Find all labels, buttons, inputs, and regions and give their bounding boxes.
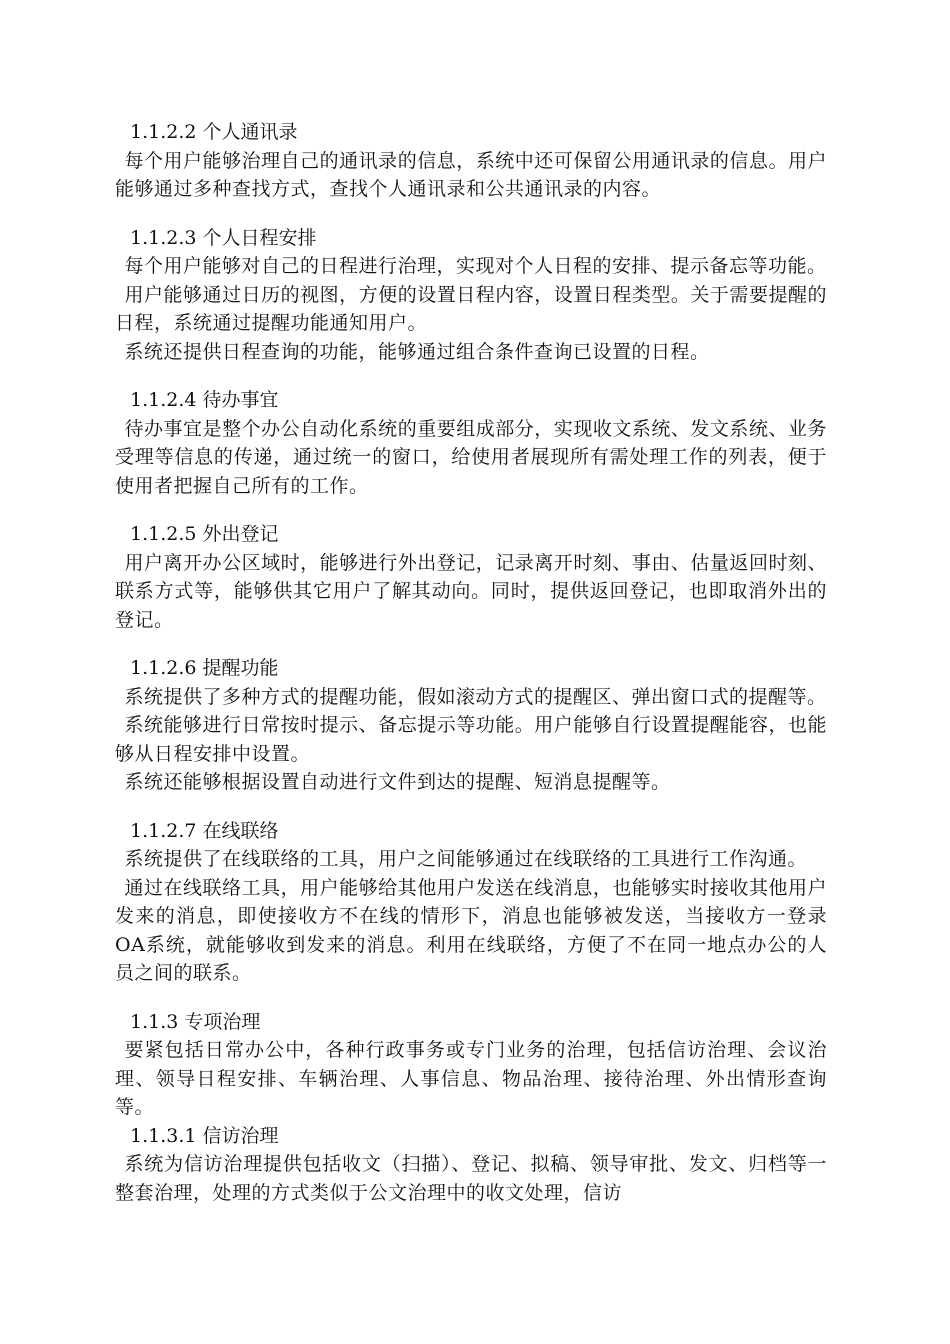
paragraph: 系统还提供日程查询的功能，能够通过组合条件查询已设置的日程。 — [124, 340, 710, 363]
section-heading: 1.1.2.7 在线联络 — [130, 819, 279, 842]
section-heading: 1.1.2.2 个人通讯录 — [130, 121, 298, 143]
section-personal-address-book — [115, 118, 827, 204]
section-personal-schedule — [115, 224, 827, 367]
paragraph: 系统为信访治理提供包括收文（扫描）、登记、拟稿、领导审批、发文、归档等一整套治理，处理的方式类似于公文治理中的收文处理，信访 — [115, 1153, 827, 1204]
section-heading: 1.1.2.6 提醒功能 — [130, 657, 279, 679]
section-heading: 1.1.2.5 外出登记 — [130, 523, 279, 545]
document-body — [115, 118, 827, 1207]
paragraph: 系统还能够根据设置自动进行文件到达的提醒、短消息提醒等。 — [124, 771, 671, 793]
section-heading: 1.1.2.3 个人日程安排 — [130, 226, 317, 249]
section-reminder-function — [115, 654, 827, 797]
paragraph: 每个用户能够对自己的日程进行治理，实现对个人日程的安排、提示备忘等功能。 — [124, 255, 827, 277]
section-todo-items — [115, 386, 827, 500]
paragraph: 每个用户能够治理自己的通讯录的信息，系统中还可保留公用通讯录的信息。用户能够通过多种查找方式，查找个人通讯录和公共通讯录的内容。 — [115, 149, 827, 200]
section-outing-registration — [115, 520, 827, 634]
paragraph: 要紧包括日常办公中，各种行政事务或专门业务的治理，包括信访治理、会议治理、领导日程安排、车辆治理、人事信息、物品治理、接待治理、外出情形查询等。 — [115, 1039, 827, 1118]
section-special-management — [115, 1008, 827, 1122]
paragraph: 用户能够通过日历的视图，方便的设置日程内容，设置日程类型。关于需要提醒的日程，系统通过提醒功能通知用户。 — [115, 283, 827, 334]
paragraph: 系统能够进行日常按时提示、备忘提示等功能。用户能够自行设置提醒能容，也能够从日程安排中设置。 — [115, 714, 827, 765]
section-heading: 1.1.2.4 待办事宜 — [130, 389, 279, 411]
paragraph: 待办事宜是整个办公自动化系统的重要组成部分，实现收文系统、发文系统、业务受理等信息的传递，通过统一的窗口，给使用者展现所有需处理工作的列表，便于使用者把握自己所有的工作。 — [115, 417, 827, 497]
paragraph: 通过在线联络工具，用户能够给其他用户发送在线消息，也能够实时接收其他用户发来的消息，即使接收方不在线的情形下，消息也能够被发送，当接收方一登录OA系统，就能够收到发来的消息。利用在线联络，方便了不在同一地点办公的人员之间的联系。 — [115, 876, 827, 984]
section-heading: 1.1.3 专项治理 — [130, 1010, 261, 1033]
section-heading: 1.1.3.1 信访治理 — [130, 1124, 279, 1147]
section-petition-management — [115, 1122, 827, 1208]
paragraph: 用户离开办公区域时，能够进行外出登记，记录离开时刻、事由、估量返回时刻、联系方式等，能够供其它用户了解其动向。同时，提供返回登记，也即取消外出的登记。 — [115, 551, 827, 631]
paragraph: 系统提供了多种方式的提醒功能，假如滚动方式的提醒区、弹出窗口式的提醒等。 — [124, 685, 827, 708]
section-online-contact — [115, 817, 827, 988]
paragraph: 系统提供了在线联络的工具，用户之间能够通过在线联络的工具进行工作沟通。 — [124, 848, 808, 870]
